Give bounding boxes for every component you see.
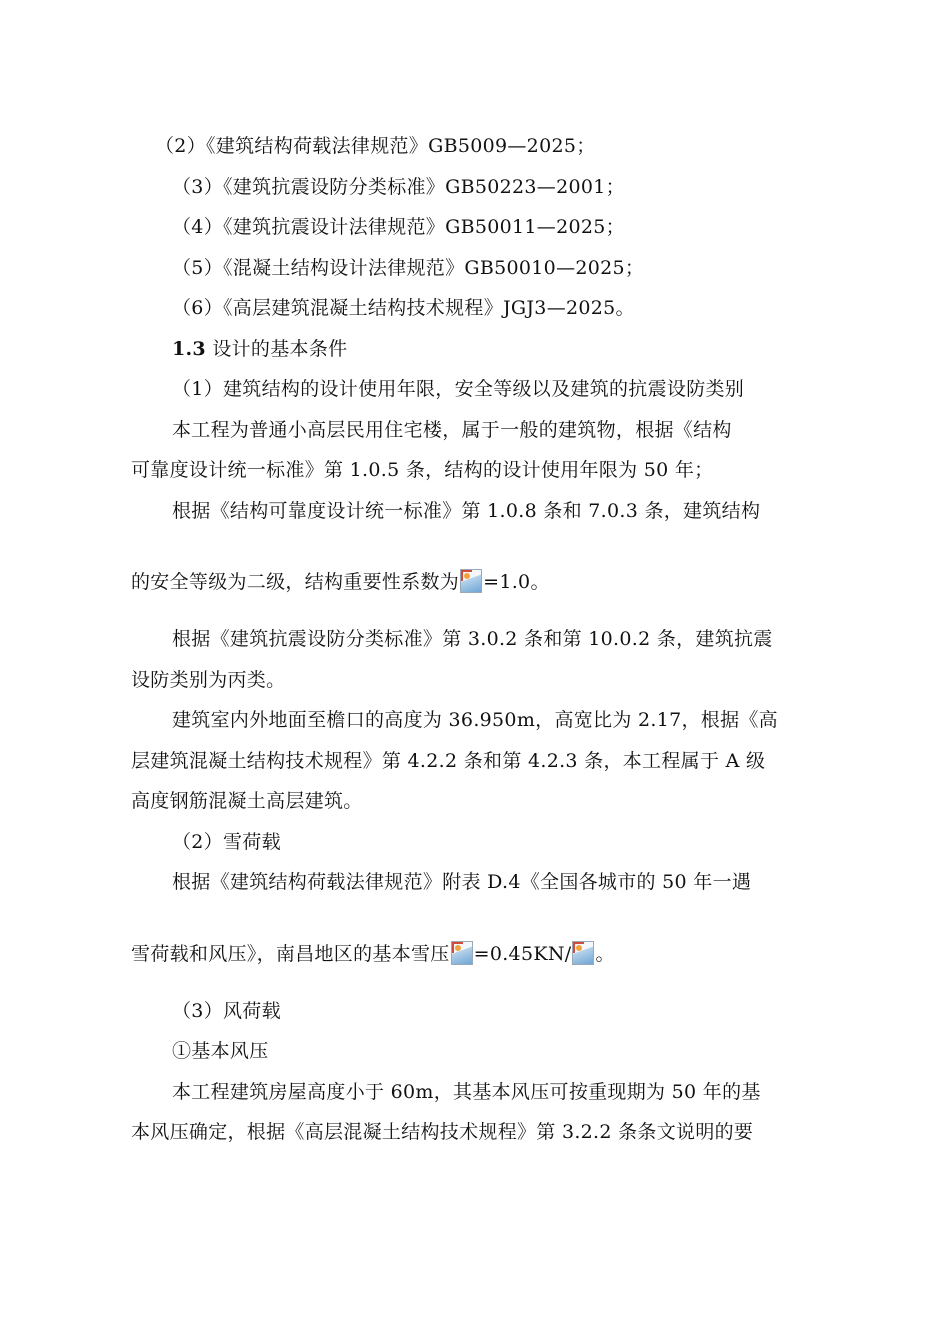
reference-item-5: （5）《混凝土结构设计法律规范》GB50010—2025； (172, 257, 645, 279)
subsection-3-heading: （3）风荷载 (172, 1000, 281, 1022)
paragraph-line: 建筑室内外地面至檐口的高度为 36.950m，高宽比为 2.17，根据《高 (172, 709, 778, 731)
paragraph-line: 本风压确定，根据《高层混凝土结构技术规程》第 3.2.2 条条文说明的要 (131, 1121, 754, 1143)
image-placeholder-icon (460, 569, 482, 593)
paragraph-line-with-formula (131, 568, 550, 596)
paragraph-line: 设防类别为丙类。 (131, 669, 286, 691)
item-heading: ①基本风压 (172, 1040, 269, 1062)
paragraph-line: 层建筑混凝土结构技术规程》第 4.2.2 条和第 4.2.3 条，本工程属于 A 级 (131, 750, 766, 772)
text-segment: =1.0。 (483, 571, 550, 593)
reference-item-6: （6）《高层建筑混凝土结构技术规程》JGJ3—2025。 (172, 297, 635, 319)
text-segment: =0.45KN/ (473, 943, 572, 965)
paragraph-line: 高度钢筋混凝土高层建筑。 (131, 790, 363, 812)
subsection-1-heading: （1）建筑结构的设计使用年限，安全等级以及建筑的抗震设防类别 (172, 378, 745, 400)
reference-item-2: （2）《建筑结构荷载法律规范》GB5009—2025； (155, 135, 596, 157)
paragraph-line: 根据《建筑抗震设防分类标准》第 3.0.2 条和第 10.0.2 条，建筑抗震 (172, 628, 773, 650)
section-number: 1.3 (172, 338, 206, 360)
reference-item-3: （3）《建筑抗震设防分类标准》GB50223—2001； (172, 176, 625, 198)
paragraph-line: 本工程为普通小高层民用住宅楼，属于一般的建筑物，根据《结构 (172, 419, 732, 441)
paragraph-line-with-formula (131, 940, 615, 968)
text-segment: 。 (595, 943, 615, 965)
section-title: 设计的基本条件 (212, 338, 348, 360)
paragraph-line: 根据《结构可靠度设计统一标准》第 1.0.8 条和 7.0.3 条，建筑结构 (172, 500, 761, 522)
image-placeholder-icon (451, 941, 473, 965)
paragraph-line: 根据《建筑结构荷载法律规范》附表 D.4《全国各城市的 50 年一遇 (172, 871, 752, 893)
paragraph-line: 本工程建筑房屋高度小于 60m，其基本风压可按重现期为 50 年的基 (172, 1081, 761, 1103)
section-heading (172, 335, 347, 363)
reference-item-4: （4）《建筑抗震设计法律规范》GB50011—2025； (172, 216, 625, 238)
text-segment: 的安全等级为二级，结构重要性系数为 (131, 571, 460, 593)
text-segment: 雪荷载和风压》，南昌地区的基本雪压 (131, 943, 450, 965)
paragraph-line: 可靠度设计统一标准》第 1.0.5 条，结构的设计使用年限为 50 年； (131, 459, 714, 481)
image-placeholder-icon (572, 941, 594, 965)
subsection-2-heading: （2）雪荷载 (172, 831, 281, 853)
